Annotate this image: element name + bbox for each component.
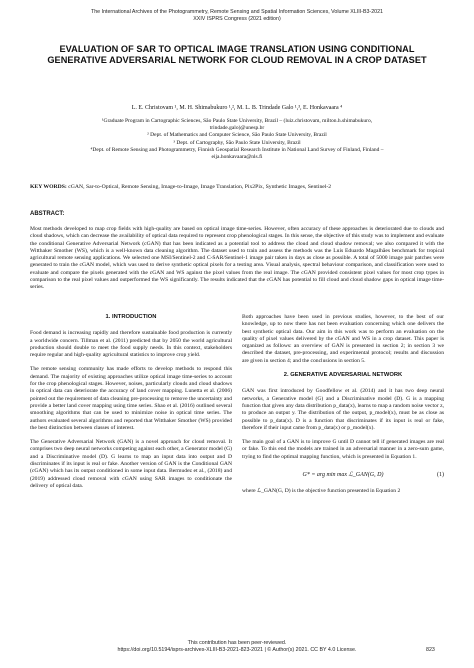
- affiliation-4: ⁴Dept. of Remote Sensing and Photogrammetry, Finnish Geospatial Research Institute in National Land Survey of Finland, Finland –: [90, 146, 384, 153]
- section-gan-title: 2. GENERATIVE ADVERSARIAL NETWORK: [283, 372, 403, 379]
- header-journal: The International Archives of the Photogrammetry, Remote Sensing and Spatial Information Sciences, Volume XLIII-B3-2021: [91, 9, 383, 15]
- gan-paragraph-3: where ℒ_GAN(G, D) is the objective function presented in Equation 2: [242, 488, 401, 495]
- right-column: [242, 314, 444, 502]
- author-list: L. E. Christovam ¹, M. H. Shimabukuro ¹,², M. L. B. Trindade Galo ¹,³, E. Honkavaara ⁴: [131, 105, 343, 111]
- keywords-label: KEY WORDS:: [30, 184, 67, 190]
- gan-paragraph-2: The main goal of a GAN is to improve G until D cannot tell if generated images are real or fake. To this end the models are trained in an adversarial manner in a zero-sum game, trying to find the optimal mapping function, which is presented in Equation 1.: [242, 439, 444, 460]
- header-congress: XXIV ISPRS Congress (2021 edition): [193, 16, 281, 22]
- abstract-text: Most methods developed to map crop fields with high-quality are based on optical image time-series. However, often accuracy of these approaches is deteriorated due to clouds and cloud shadows, which can decrease the availability of optical data required to represent crop phenological stages. In this sense, the objective of this study was to implement and evaluate the conditional Generative Adversarial Network (cGAN) that has been indicated as a potential tool to address the cloud and cloud shadow removal; we also compared it with the Witthaker Smother (WS), which is a well-known data cleaning algorithm. The dataset used to train and assess the methods was the Luis Eduardo Magalhães benchmark for tropical agricultural remote sensing applications. We selected one MSI/Sentinel-2 and C-SAR/Sentinel-1 image pair taken in days as close as possible. A total of 5000 image pair patches were generated to train the cGAN model, which was used to derive synthetic optical pixels for a testing area. Visual analysis, spectral behaviour comparison, and classification were used to evaluate and compare the pixels generated with the cGAN and WS against the pixel values from the real image. The cGAN provided consistent pixel values for most crop types in comparison to the real pixel values and outperformed the WS significantly. The results indicated that the cGAN has potential to fill cloud and cloud shadow gaps in optical image time-series.: [30, 226, 444, 291]
- left-column: [30, 314, 232, 497]
- intro-paragraph-1: Food demand is increasing rapidly and therefore sustainable food production is currently a worldwide concern. Tillman et al. (2011) predicted that by 2050 the world agricultural production should double to meet the food supply needs. In this context, stakeholders require regular and high-quality agricultural statistics to improve crop yield.: [30, 330, 232, 359]
- intro-paragraph-4: Both approaches have been used in previous studies, however, to the best of our knowledge, up to now there has not been evaluation concerning which one delivers the best synthetic optical data. Our aim in this work was to perform an evaluation on the quality of pixel values delivered by the cGAN and WS in a crop dataset. This paper is organized as follows: an overview of GAN is presented in section 2; in section 3 we described the dataset, pre-processing, and experimental protocol; results and discussion are given in section 4; and the conclusions in section 5.: [242, 314, 444, 364]
- equation-1: [242, 468, 444, 482]
- affiliation-1: ¹Graduate Program in Cartographic Sciences, São Paulo State University, Brazil – (luiz.christovam, milton.h.shimabukuro,: [101, 118, 373, 124]
- gan-paragraph-1: GAN was first introduced by Goodfellow et al. (2014) and it has two deep neural networks, a Generative model (G) and a Discriminative model (D). G is a mapping function that given any data distribution p_data(x), learns to map a random noise vector z, to produce an output y. The distribution of the output, p_model(x), must be as close as possible to p_data(x). D is a function that discriminates if its input is real or fake, therefore if their input came from p_data(x) or p_model(x).: [242, 388, 444, 431]
- affiliation-3: ³ Dept. of Cartography, São Paulo State University, Brazil: [173, 139, 301, 146]
- footer-review-note: This contribution has been peer-reviewed.: [187, 640, 287, 646]
- page-footer: [20, 640, 454, 654]
- affiliation-1-email: trindade.galo)@unesp.br: [209, 125, 265, 132]
- affiliation-2: ² Dept. of Mathematics and Computer Science, São Paulo State University, Brazil: [147, 132, 327, 139]
- abstract-heading: ABSTRACT:: [30, 211, 65, 217]
- running-header: [20, 9, 454, 23]
- section-introduction-title: 1. INTRODUCTION: [105, 314, 157, 320]
- equation-1-number: (1): [437, 472, 444, 479]
- footer-doi: https://doi.org/10.5194/isprs-archives-XLIII-B3-2021-823-2021 | © Author(s) 2021. CC BY 4.0 License.: [117, 647, 357, 653]
- intro-paragraph-3: The Generative Adversarial Network (GAN) is a novel approach for cloud removal. It comprises two deep neural networks competing against each other, a Generator model (G) and a Discriminative model (D). G learns to map an input data into output and D discriminates if its input is real or fake. Another version of GAN is the Conditional GAN (cGAN) which has its output conditioned in some input data. Bermudez et al., (2018) and (2019) addressed cloud removal with cGAN using SAR images to conditionate the delivery of optical data.: [30, 439, 232, 489]
- affiliation-4-email: eija.honkavaara@nls.fi: [211, 154, 263, 161]
- intro-paragraph-2: The remote sensing community has made efforts to develop methods to respond this demand. The majority of existing approaches utilize optical image time-series to account for the crop phenological stages. However, noises, particularly clouds and cloud shadows in optical data can deteriorate the accuracy of land cover mapping. Lunetta et al. (2006) pointed out the requirement of data cleaning pre-processing to remove the uncertainty and provide a better land cover mapping using time series. Shao et al. (2016) outlined several smoothing algorithms that can be used to minimize noise in optical time series. The authors evaluated several algorithms and reported that Witthaker Smother (WS) provided the best distinction between classes of interest.: [30, 366, 232, 431]
- keywords: [30, 184, 444, 191]
- keywords-text: cGAN, Sar-to-Optical, Remote Sensing, Image-to-Image, Image Translation, Pix2Pix, Synthetic Images, Sentinel-2: [68, 184, 332, 190]
- page-number: 823: [426, 647, 435, 653]
- affiliations: [20, 118, 454, 161]
- paper-title: EVALUATION OF SAR TO OPTICAL IMAGE TRANSLATION USING CONDITIONAL GENERATIVE ADVERSARIAL NETWORK FOR CLOUD REMOVAL IN A CROP DATASET: [47, 44, 427, 66]
- equation-1-expression: G* = arg min max ℒ_GAN(G, D): [302, 472, 384, 479]
